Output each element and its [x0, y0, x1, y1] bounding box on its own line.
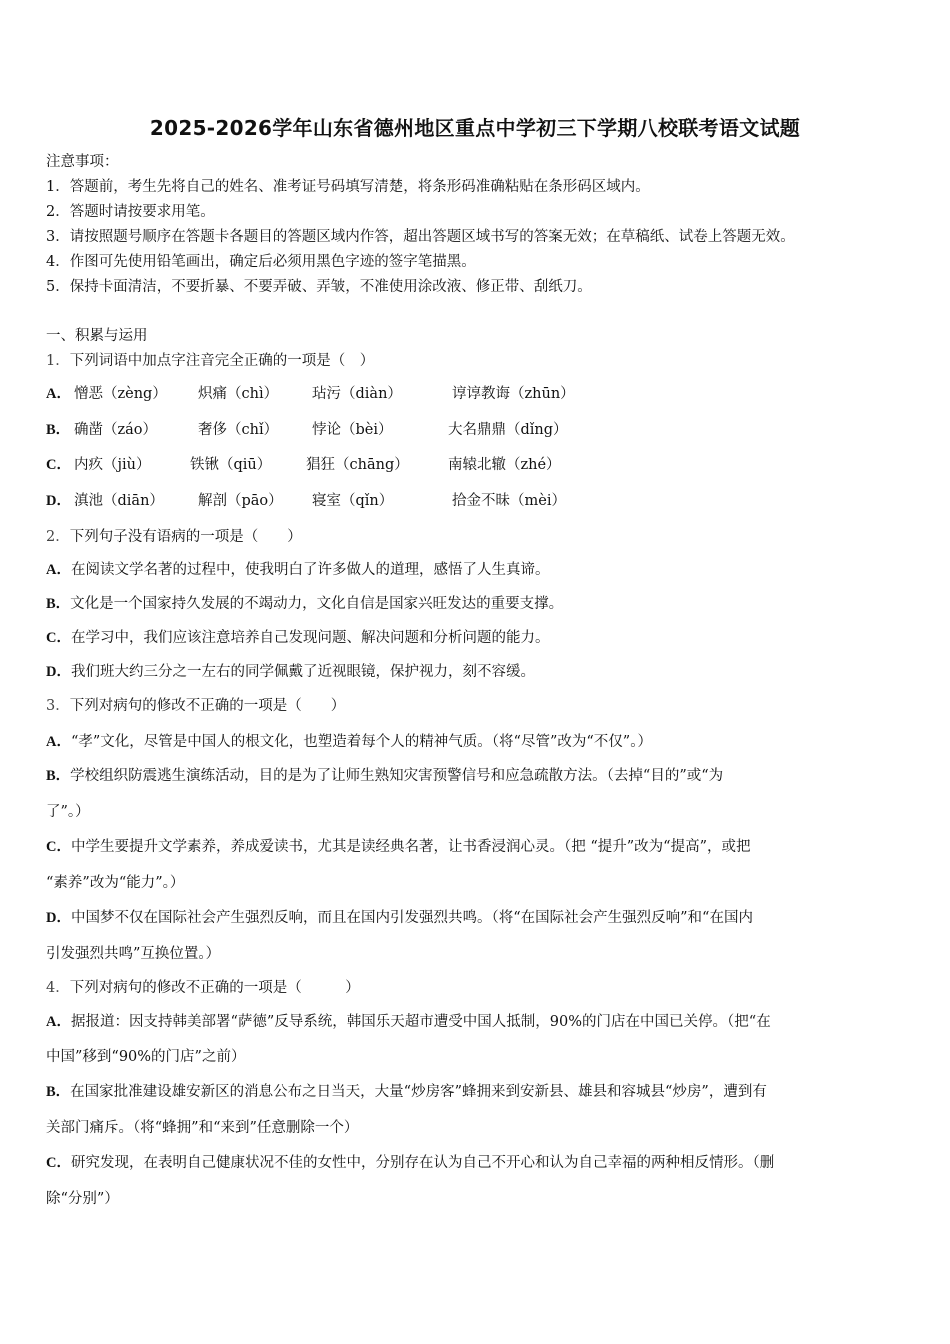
notice-item: 1．答题前，考生先将自己的姓名、准考证号码填写清楚，将条形码准确粘贴在条形码区域内。	[46, 179, 650, 195]
question-4-stem	[46, 978, 360, 998]
question-text: 下列对病句的修改不正确的一项是（ ）	[69, 698, 346, 714]
word-choice: 炽痛（chì）	[198, 386, 279, 402]
option-text-continued: “素养”改为“能力”。）	[46, 875, 185, 891]
word-choice: 南辕北辙（zhé）	[448, 457, 561, 473]
option-text: 中学生要提升文学素养，养成爱读书，尤其是读经典名著，让书香浸润心灵。（把 “提升”改为“提高”，或把	[70, 839, 751, 855]
option-text-continued: 了”。）	[46, 804, 90, 820]
question-number: 4．	[46, 980, 70, 996]
word-choice: 铁锹（qiū）	[190, 457, 272, 473]
notice-heading: 注意事项：	[46, 154, 119, 170]
option-label: B．	[46, 596, 71, 612]
option-label: A．	[46, 386, 71, 402]
option-label: D．	[46, 664, 71, 680]
option-text-continued: 中国”移到“90%的门店”之前）	[46, 1049, 246, 1065]
option-text-continued: 引发强烈共鸣”互换位置。）	[46, 946, 221, 962]
word-choice: 玷污（diàn）	[312, 386, 402, 402]
word-choice: 猖狂（chāng）	[306, 457, 409, 473]
option-row	[46, 837, 751, 857]
option-label: C．	[46, 457, 71, 473]
option-row	[46, 662, 535, 682]
word-choice: 拾金不昧（mèi）	[452, 493, 566, 509]
word-choice: 内疚（jiù）	[74, 457, 151, 473]
question-2-stem	[46, 527, 302, 547]
word-choice: 悖论（bèi）	[312, 422, 393, 438]
option-row	[46, 1012, 771, 1032]
option-row	[46, 560, 549, 580]
option-row	[46, 908, 753, 928]
option-text-continued: 除“分别”）	[46, 1191, 119, 1207]
option-label: B．	[46, 1084, 71, 1100]
option-text-continued: 关部门痛斥。（将“蜂拥”和“来到”任意删除一个）	[46, 1120, 359, 1136]
word-choice: 谆谆教诲（zhūn）	[452, 386, 575, 402]
word-choice: 确凿（záo）	[74, 422, 158, 438]
option-label: B．	[46, 768, 71, 784]
question-1-stem	[46, 351, 374, 371]
option-label: C．	[46, 630, 71, 646]
option-text: 据报道：因支持韩美部署“萨德”反导系统，韩国乐天超市遭受中国人抵制，90%的门店在中国已关停。（把“在	[70, 1014, 771, 1030]
notice-item: 3．请按照题号顺序在答题卡各题目的答题区域内作答，超出答题区域书写的答案无效；在草稿纸、试卷上答题无效。	[46, 229, 795, 245]
option-label: B．	[46, 422, 71, 438]
notice-item: 4．作图可先使用铅笔画出，确定后必须用黑色字迹的签字笔描黑。	[46, 254, 476, 270]
option-label: C．	[46, 839, 71, 855]
option-row	[46, 732, 652, 752]
question-text: 下列句子没有语病的一项是（ ）	[69, 529, 302, 545]
option-row	[46, 1082, 767, 1102]
page-title: 2025-2026学年山东省德州地区重点中学初三下学期八校联考语文试题	[149, 116, 801, 140]
word-choice: 寝室（qǐn）	[312, 493, 394, 509]
option-text: 我们班大约三分之一左右的同学佩戴了近视眼镜，保护视力，刻不容缓。	[70, 664, 535, 680]
option-row	[46, 628, 549, 648]
notice-item: 5．保持卡面清洁，不要折暴、不要弄破、弄皱，不准使用涂改液、修正带、刮纸刀。	[46, 279, 592, 295]
option-text: 学校组织防震逃生演练活动，目的是为了让师生熟知灾害预警信号和应急疏散方法。（去掉“目的”或“为	[70, 768, 724, 784]
option-text: “孝”文化，尽管是中国人的根文化，也塑造着每个人的精神气质。（将“尽管”改为“不仅”。）	[70, 734, 652, 750]
question-text: 下列对病句的修改不正确的一项是（ ）	[69, 980, 360, 996]
section-heading: 一、积累与运用	[46, 328, 148, 344]
notice-item: 2．答题时请按要求用笔。	[46, 204, 215, 220]
option-label: A．	[46, 1014, 71, 1030]
option-row	[46, 594, 563, 614]
option-text: 在阅读文学名著的过程中，使我明白了许多做人的道理，感悟了人生真谛。	[70, 562, 550, 578]
word-choice: 解剖（pāo）	[198, 493, 283, 509]
option-text: 中国梦不仅在国际社会产生强烈反响，而且在国内引发强烈共鸣。（将“在国际社会产生强烈反响”和“在国内	[70, 910, 753, 926]
question-number: 3．	[46, 698, 70, 714]
option-label: C．	[46, 1155, 71, 1171]
word-choice: 憎恶（zèng）	[74, 386, 167, 402]
option-row	[46, 766, 723, 786]
word-choice: 滇池（diān）	[74, 493, 164, 509]
question-3-stem	[46, 696, 345, 716]
option-label: D．	[46, 910, 71, 926]
option-text: 在学习中，我们应该注意培养自己发现问题、解决问题和分析问题的能力。	[70, 630, 550, 646]
word-choice: 奢侈（chǐ）	[198, 422, 279, 438]
option-text: 在国家批准建设雄安新区的消息公布之日当天，大量“炒房客”蜂拥来到安新县、雄县和容城县“炒房”，遭到有	[70, 1084, 767, 1100]
option-text: 研究发现，在表明自己健康状况不佳的女性中，分别存在认为自己不开心和认为自己幸福的两种相反情形。（删	[70, 1155, 775, 1171]
option-row	[46, 1153, 774, 1173]
question-number: 2．	[46, 529, 70, 545]
option-label: A．	[46, 734, 71, 750]
option-text: 文化是一个国家持久发展的不竭动力，文化自信是国家兴旺发达的重要支撑。	[70, 596, 564, 612]
option-label: A．	[46, 562, 71, 578]
question-text: 下列词语中加点字注音完全正确的一项是（ ）	[69, 353, 375, 369]
word-choice: 大名鼎鼎（dǐng）	[448, 422, 568, 438]
question-number: 1．	[46, 353, 70, 369]
option-label: D．	[46, 493, 71, 509]
